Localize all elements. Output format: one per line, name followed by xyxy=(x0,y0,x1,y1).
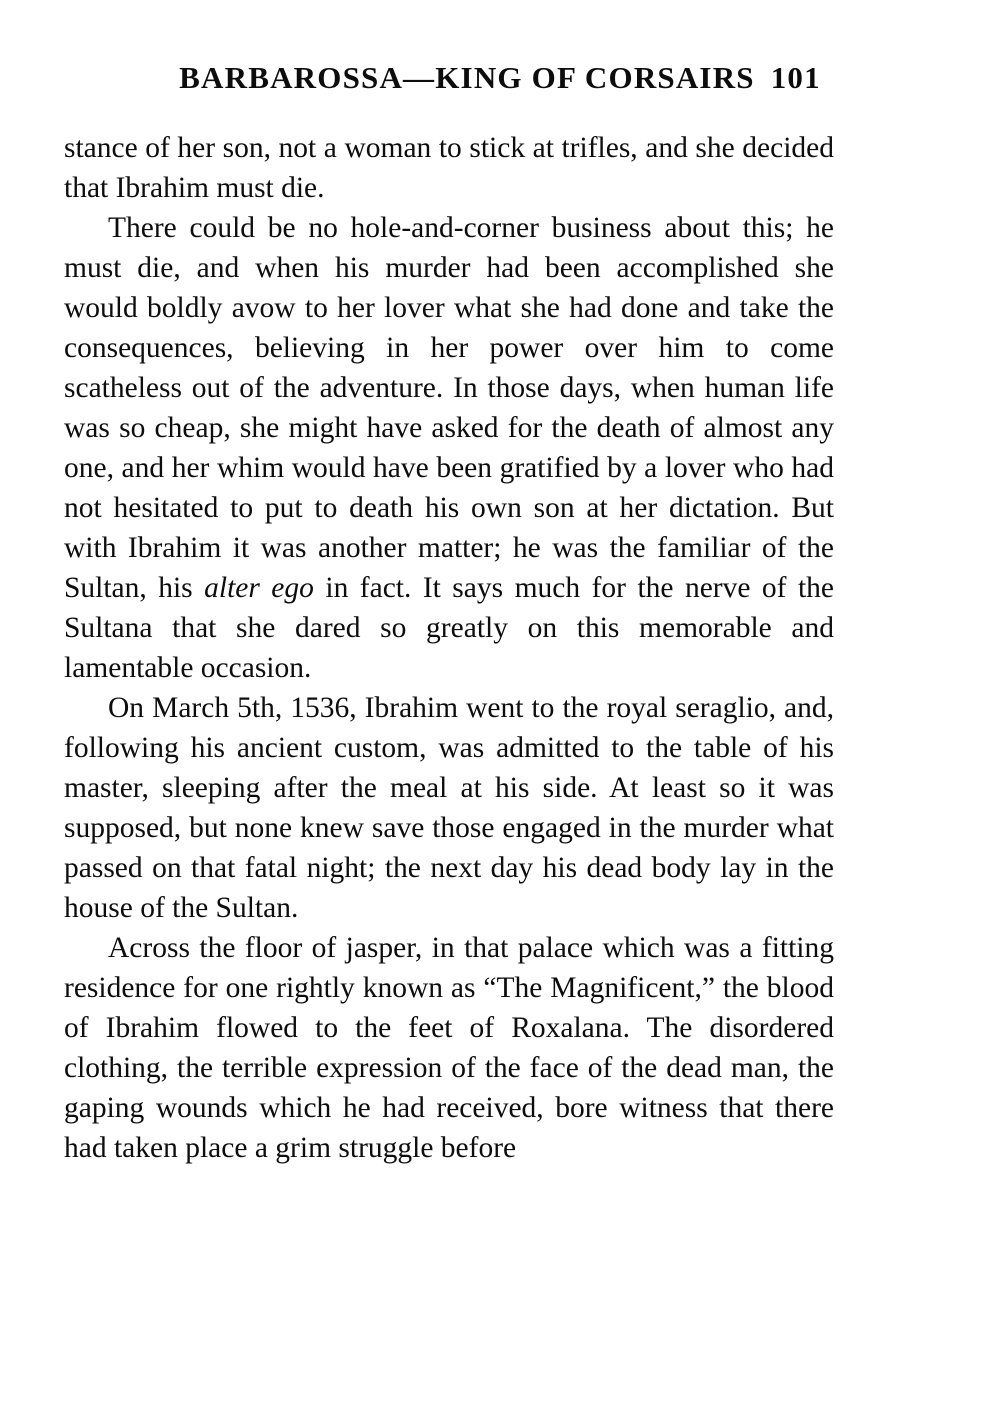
italic-phrase: alter ego xyxy=(204,572,314,604)
paragraph: stance of her son, not a woman to stick at trifles, and she decided that Ibrahim must die. xyxy=(64,132,834,204)
paragraph: On March 5th, 1536, Ibrahim went to the royal seraglio, and, following his ancient custom, was admitted to the table of his master, sleeping after the meal at his side. At least so it was supposed, but none knew save those engaged in the murder what passed on that fatal night; the next day his dead body lay in the house of the Sultan. xyxy=(64,692,834,924)
paragraph: There could be no hole-and-corner business about this; he must die, and when his murder had been accomplished she would boldly avow to her lover what she had done and take the consequences, believing in her power over him to come scatheless out of the adventure. In those days, when human life was so cheap, she might have asked for the death of almost any one, and her whim would have been gratified by a lover who had not hesitated to put to death his own son at her dictation. But with Ibrahim it was another matter; he was the familiar of the Sultan, his alter ego in fact. It says much for the nerve of the Sultana that she dared so greatly on this memorable and lamentable occasion. xyxy=(64,212,834,684)
running-head-title: BARBAROSSA—KING OF CORSAIRS xyxy=(179,60,755,95)
paragraph: Across the floor of jasper, in that palace which was a fitting residence for one rightly known as “The Magnificent,” the blood of Ibrahim flowed to the feet of Roxalana. The disordered clothing, the terrible expression of the face of the dead man, the gaping wounds which he had received, bore witness that there had taken place a grim struggle before xyxy=(64,932,834,1164)
body-text xyxy=(64,128,834,1168)
running-head xyxy=(0,60,1000,96)
page-number: 101 xyxy=(770,60,821,95)
